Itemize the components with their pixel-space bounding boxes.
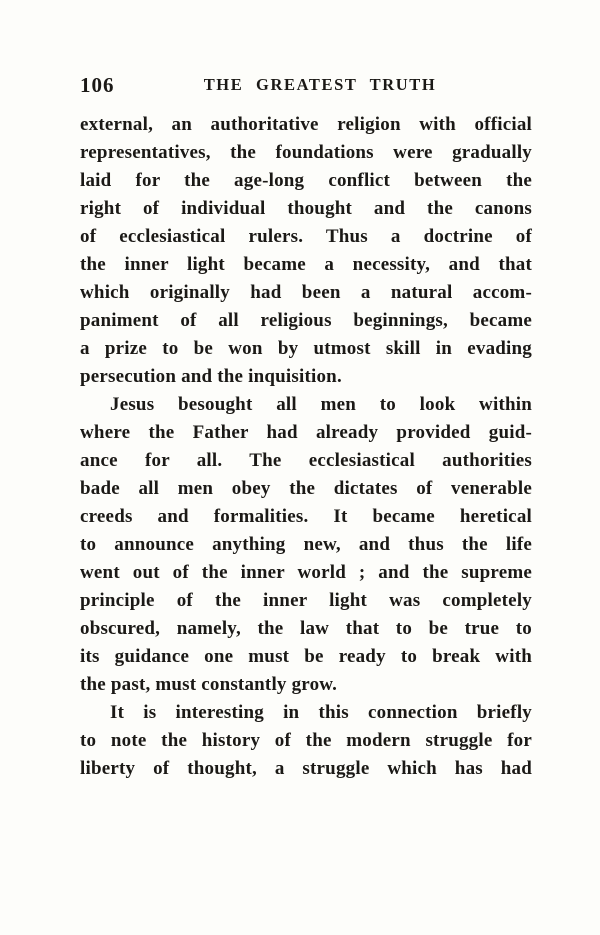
text-line: persecution and the inquisition.	[80, 366, 342, 387]
paragraph	[80, 111, 532, 391]
text-line: right of individual thought and the canons	[80, 198, 532, 219]
text-line: where the Father had already provided guid-	[80, 422, 532, 443]
text-line: of ecclesiastical rulers. Thus a doctrine of	[80, 226, 532, 247]
paragraph	[80, 699, 532, 783]
text-line: paniment of all religious beginnings, became	[80, 310, 532, 331]
running-head: THE GREATEST TRUTH	[203, 75, 437, 94]
text-line: creeds and formalities. It became heretical	[80, 506, 532, 527]
page-header	[80, 72, 534, 98]
text-line: bade all men obey the dictates of venerable	[80, 478, 532, 499]
text-line: the inner light became a necessity, and that	[80, 254, 532, 275]
text-line: external, an authoritative religion with official	[80, 114, 532, 135]
text-line: to announce anything new, and thus the life	[80, 534, 532, 555]
text-line: which originally had been a natural accom-	[80, 282, 532, 303]
text-line: went out of the inner world ; and the supreme	[80, 562, 532, 583]
text-line: principle of the inner light was completely	[80, 590, 532, 611]
text-line: Jesus besought all men to look within	[110, 394, 532, 415]
text-line: its guidance one must be ready to break with	[80, 646, 532, 667]
page-number: 106	[80, 73, 115, 97]
page-body	[80, 111, 532, 783]
text-line: to note the history of the modern struggle for	[80, 730, 532, 751]
text-line: liberty of thought, a struggle which has had	[80, 758, 532, 779]
text-line: a prize to be won by utmost skill in evading	[80, 338, 532, 359]
paragraph	[80, 391, 532, 699]
text-line: ance for all. The ecclesiastical authorities	[80, 450, 532, 471]
text-line: the past, must constantly grow.	[80, 674, 338, 695]
text-line: representatives, the foundations were gradually	[80, 142, 532, 163]
text-line: laid for the age-long conflict between the	[80, 170, 532, 191]
text-line: obscured, namely, the law that to be true to	[80, 618, 532, 639]
text-line: It is interesting in this connection briefly	[110, 702, 532, 723]
